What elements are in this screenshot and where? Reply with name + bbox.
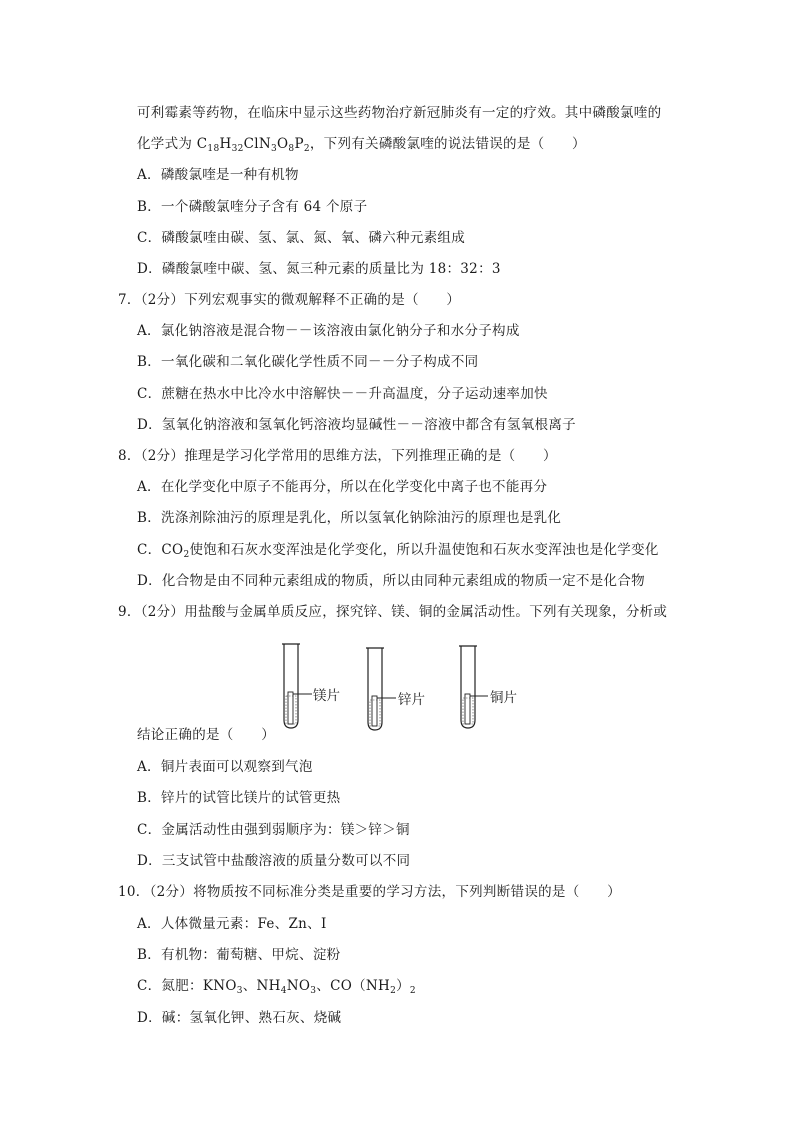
- q8-option-b: B．洗涤剂除油污的原理是乳化，所以氢氧化钠除油污的原理也是乳化: [137, 510, 562, 526]
- q7-stem: 7．（2分）下列宏观事实的微观解释不正确的是（ ）: [118, 292, 461, 308]
- test-tubes-figure: [270, 640, 530, 732]
- test-tube-copper: [459, 646, 488, 728]
- q9-stem: 9．（2分）用盐酸与金属单质反应，探究锌、镁、铜的金属活动性。下列有关现象，分析或: [118, 604, 668, 620]
- q9-option-c: C．金属活动性由强到弱顺序为：镁＞锌＞铜: [137, 822, 410, 838]
- q7-option-a: A．氯化钠溶液是混合物－－该溶液由氯化钠分子和水分子构成: [137, 323, 520, 339]
- q9-stem-continued: 结论正确的是（ ）: [137, 727, 275, 743]
- q6-stem-line1: 可利霉素等药物，在临床中显示这些药物治疗新冠肺炎有一定的疗效。其中磷酸氯喹的: [137, 105, 662, 121]
- q7-option-b: B．一氧化碳和二氧化碳化学性质不同－－分子构成不同: [137, 354, 479, 370]
- test-tube-magnesium: [282, 644, 312, 728]
- q9-option-a: A．铜片表面可以观察到气泡: [137, 759, 313, 775]
- q10-option-a: A．人体微量元素：Fe、Zn、I: [137, 916, 327, 932]
- tube-label-magnesium: 镁片: [313, 688, 340, 704]
- q10-option-b: B．有机物：葡萄糖、甲烷、淀粉: [137, 947, 341, 963]
- q6-option-d: D．磷酸氯喹中碳、氢、氮三种元素的质量比为 18：32：3: [137, 261, 501, 277]
- q6-option-b: B．一个磷酸氯喹分子含有 64 个原子: [137, 199, 368, 215]
- q8-stem: 8．（2分）推理是学习化学常用的思维方法，下列推理正确的是（ ）: [118, 448, 557, 464]
- q9-option-d: D．三支试管中盐酸溶液的质量分数可以不同: [137, 853, 411, 869]
- tube-label-zinc: 锌片: [398, 692, 425, 708]
- q6-option-c: C．磷酸氯喹由碳、氢、氯、氮、氧、磷六种元素组成: [137, 230, 466, 246]
- q10-option-c: C．氮肥：$KNO_3$、$NH_4NO_3$、$CO(NH_2)_2$: [137, 978, 416, 996]
- q8-option-a: A．在化学变化中原子不能再分，所以在化学变化中离子也不能再分: [137, 479, 548, 495]
- q6-option-a: A．磷酸氯喹是一种有机物: [137, 167, 299, 183]
- q6-stem-line2: 化学式为 $C_{18}H_{32}ClN_3O_8P_2$，下列有关磷酸氯喹的说法错误的是（ ）: [137, 136, 586, 154]
- q10-stem: 10．（2分）将物质按不同标准分类是重要的学习方法，下列判断错误的是（ ）: [118, 884, 621, 900]
- q10-option-d: D．碱：氢氧化钾、熟石灰、烧碱: [137, 1010, 342, 1026]
- tube-label-copper: 铜片: [490, 690, 517, 706]
- q7-option-d: D．氢氧化钠溶液和氢氧化钙溶液均显碱性－－溶液中都含有氢氧根离子: [137, 417, 576, 433]
- q8-option-d: D．化合物是由不同种元素组成的物质，所以由同种元素组成的物质一定不是化合物: [137, 573, 645, 589]
- test-tube-zinc: [366, 648, 396, 730]
- q9-option-b: B．锌片的试管比镁片的试管更热: [137, 790, 341, 806]
- q8-option-c: C．$CO_2$使饱和石灰水变浑浊是化学变化，所以升温使饱和石灰水变浑浊也是化学变化: [137, 542, 659, 560]
- q7-option-c: C．蔗糖在热水中比冷水中溶解快－－升高温度，分子运动速率加快: [137, 386, 548, 402]
